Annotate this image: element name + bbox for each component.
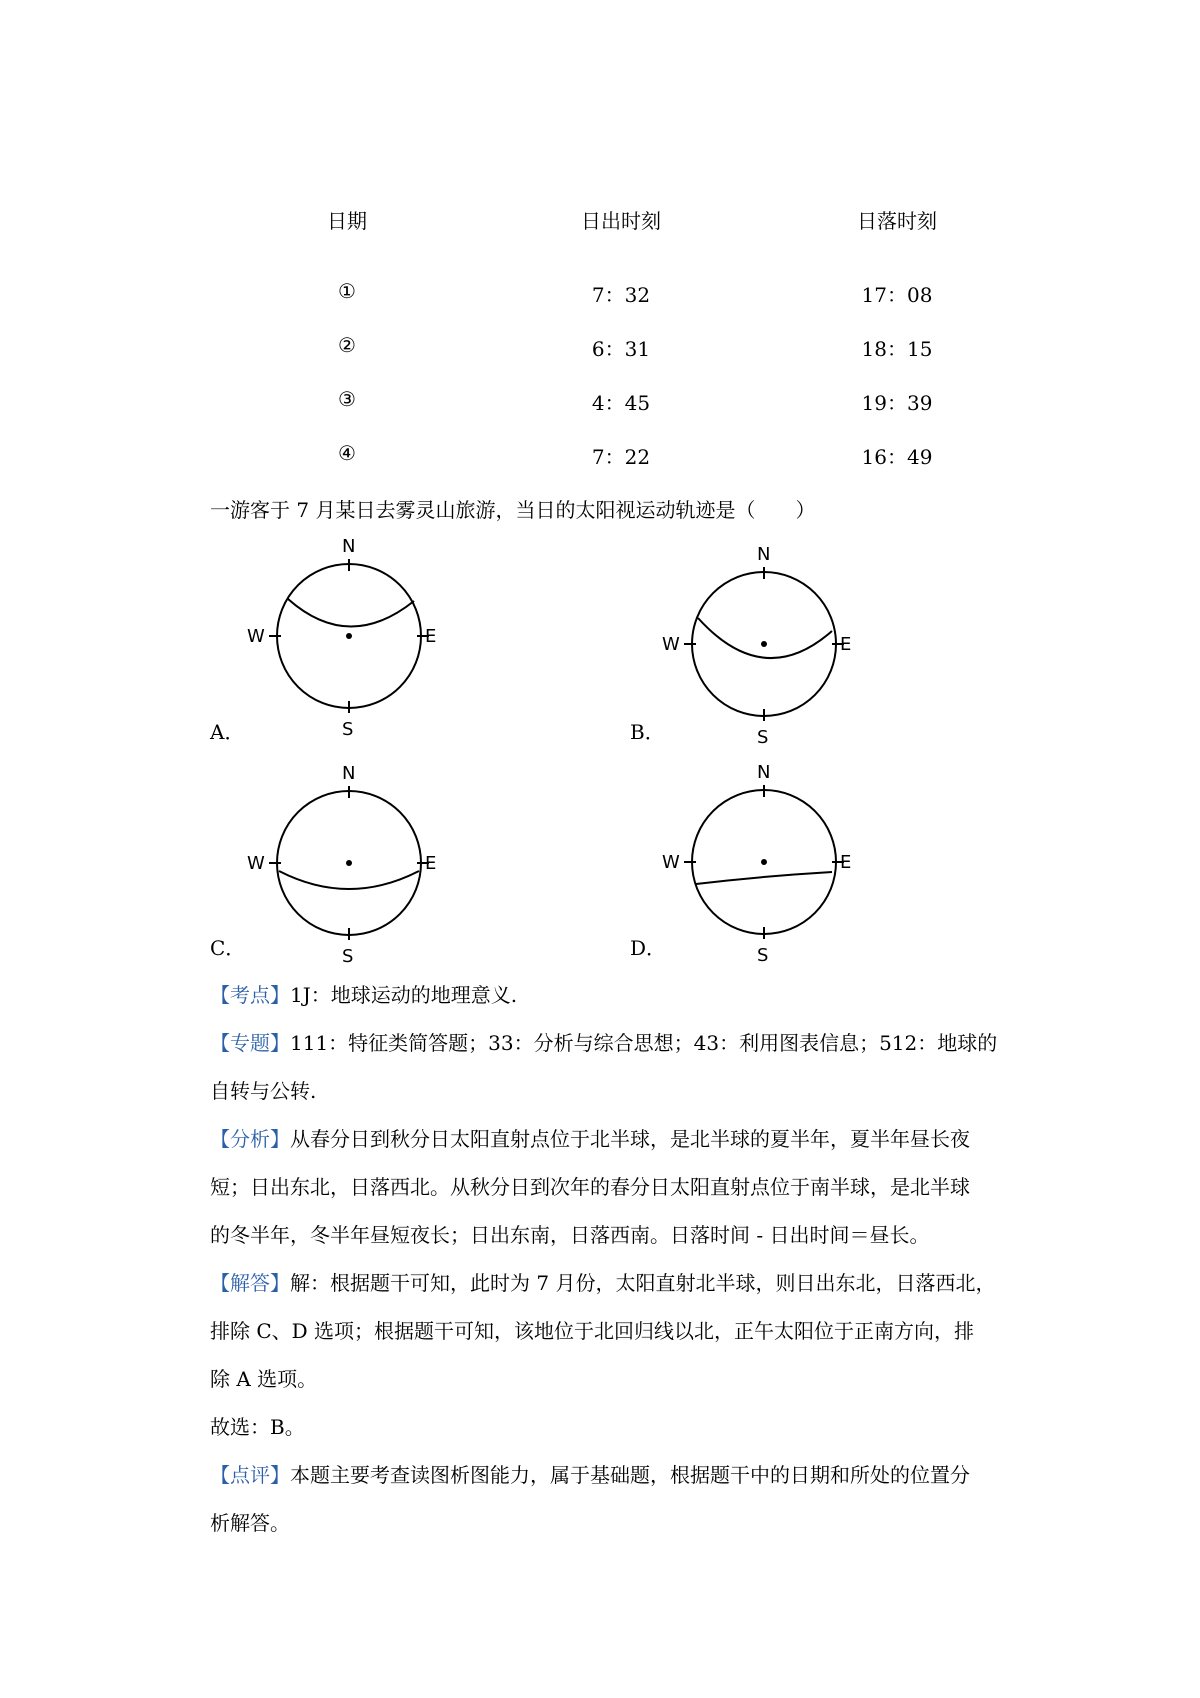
dianping-line1: 本题主要考查读图析图能力，属于基础题，根据题干中的日期和所处的位置分: [290, 1463, 970, 1487]
jieda-line2: 排除 C、D 选项；根据题干可知，该地位于北回归线以北，正午太阳位于正南方向，排: [210, 1319, 975, 1343]
jieda-line3: 除 A 选项。: [210, 1367, 318, 1391]
header-sunrise: 日出时刻: [581, 209, 661, 233]
kaodian-section: [210, 979, 517, 1008]
row4-sunset: 16：49: [861, 445, 933, 469]
row1-sunrise: 7：32: [591, 283, 651, 307]
zhuanti-line2: 自转与公转.: [210, 1079, 317, 1103]
east-label: E: [425, 626, 437, 647]
north-label: N: [342, 765, 356, 784]
west-label: W: [247, 626, 265, 647]
dianping-tag: 【点评】: [210, 1463, 290, 1487]
row3-date: ③: [338, 387, 356, 411]
header-date: 日期: [327, 209, 367, 233]
east-label: E: [425, 853, 437, 874]
row1-sunset: 17：08: [861, 283, 933, 307]
kaodian-tag: 【考点】: [210, 983, 290, 1007]
header-sunset: 日落时刻: [857, 209, 937, 233]
fenxi-tag: 【分析】: [210, 1127, 290, 1151]
option-b-diagram: [660, 546, 860, 750]
row4-date: ④: [338, 441, 356, 465]
fenxi-line2: 短；日出东北，日落西北。从秋分日到次年的春分日太阳直射点位于南半球，是北半球: [210, 1175, 970, 1199]
row2-date: ②: [338, 333, 356, 357]
option-c-diagram: [245, 765, 445, 969]
south-label: S: [342, 946, 354, 965]
option-b-label[interactable]: B．: [630, 720, 665, 744]
north-label: N: [757, 546, 771, 565]
fenxi-line3: 的冬半年，冬半年昼短夜长；日出东南，日落西南。日落时间 - 日出时间＝昼长。: [210, 1223, 930, 1247]
jieda-tag: 【解答】: [210, 1271, 290, 1295]
option-a-diagram: [245, 538, 445, 742]
west-label: W: [247, 853, 265, 874]
row2-sunset: 18：15: [861, 337, 933, 361]
row1-date: ①: [338, 279, 356, 303]
zhuanti-section: [210, 1027, 997, 1056]
row4-sunrise: 7：22: [591, 445, 651, 469]
kaodian-text: 1J：地球运动的地理意义.: [290, 983, 518, 1007]
south-label: S: [342, 719, 354, 738]
question-text: 一游客于 7 月某日去雾灵山旅游，当日的太阳视运动轨迹是（ ）: [210, 498, 816, 522]
answer-line: 故选：B。: [210, 1415, 305, 1439]
dianping-section: [210, 1459, 970, 1488]
west-label: W: [662, 634, 680, 655]
east-label: E: [840, 634, 852, 655]
south-label: S: [757, 945, 769, 964]
jieda-line1: 解：根据题干可知，此时为 7 月份，太阳直射北半球，则日出东北，日落西北，: [290, 1271, 996, 1295]
zhuanti-tag: 【专题】: [210, 1031, 290, 1055]
north-label: N: [342, 538, 356, 557]
west-label: W: [662, 852, 680, 873]
option-d-label[interactable]: D．: [630, 936, 667, 960]
row3-sunrise: 4：45: [591, 391, 651, 415]
jieda-section: [210, 1267, 995, 1296]
south-label: S: [757, 727, 769, 746]
row3-sunset: 19：39: [861, 391, 933, 415]
row2-sunrise: 6：31: [591, 337, 651, 361]
north-label: N: [757, 764, 771, 783]
zhuanti-line1: 111：特征类简答题；33：分析与综合思想；43：利用图表信息；512：地球的: [290, 1031, 998, 1055]
east-label: E: [840, 852, 852, 873]
fenxi-section: [210, 1123, 970, 1152]
dianping-line2: 析解答。: [210, 1511, 290, 1535]
option-a-label[interactable]: A．: [210, 720, 245, 744]
fenxi-line1: 从春分日到秋分日太阳直射点位于北半球，是北半球的夏半年，夏半年昼长夜: [290, 1127, 970, 1151]
option-c-label[interactable]: C．: [210, 936, 246, 960]
option-d-diagram: [660, 764, 860, 968]
